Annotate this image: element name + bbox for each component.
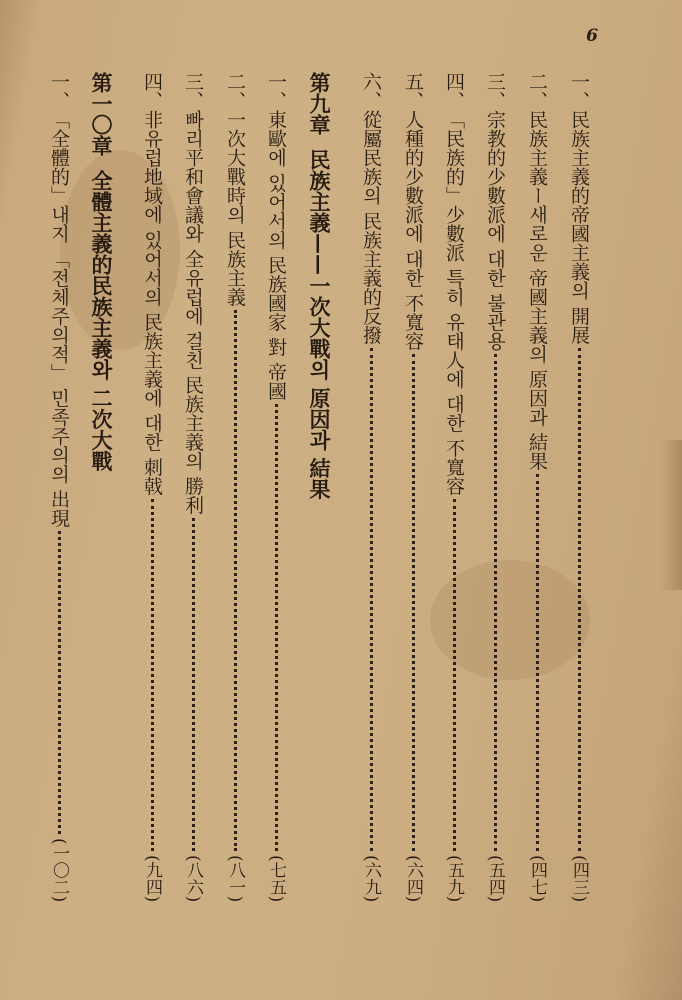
entry-number: 四、 [443,72,465,110]
entry-page-ref: (七五) [266,854,286,902]
dot-leader [151,499,154,851]
toc-entry [402,72,424,902]
page-number: 6 [586,26,598,46]
dot-leader [494,354,497,851]
toc-entry [526,72,548,902]
toc-entry [141,72,163,902]
entry-number: 四、 [141,72,163,110]
entry-number: 一、 [568,72,590,110]
dot-leader [234,310,237,851]
entry-title: 一次大戰時의 民族主義 [224,110,246,307]
toc-entry [265,72,287,902]
entry-number: 二、 [224,72,246,110]
dot-leader [453,499,456,851]
entry-number: 三、 [484,72,506,110]
chapter-heading [308,72,330,902]
toc-entry [360,72,382,902]
entry-title: 빠리平和會議와 全유럽에 걸친 民族主義의 勝利 [182,110,204,515]
dot-leader [412,354,415,851]
entry-number: 五、 [402,72,424,110]
chapter-title: 民族主義——一次大戰의 原因과 結果 [307,149,332,500]
entry-page-ref: (四七) [527,854,547,902]
entry-title: 宗教的少數派에 대한 불관용 [484,110,506,351]
dot-leader [275,404,278,851]
entry-title: 「全體的」내지 「전체주의적」 민족주의의 出現 [48,110,70,528]
entry-title: 東歐에 있어서의 民族國家 對 帝國 [265,110,287,401]
dot-leader [370,348,373,851]
entry-title: 民族主義的帝國主義의 開展 [568,110,590,345]
dot-leader [58,531,61,834]
toc-entry [568,72,590,902]
entry-page-ref: (五四) [485,854,505,902]
toc-entry [224,72,246,902]
entry-page-ref: (一〇二) [49,837,69,902]
toc-entry [443,72,465,902]
chapter-title: 全體主義的民族主義와 二次大戰 [89,170,114,472]
entry-number: 一、 [265,72,287,110]
entry-page-ref: (六九) [361,854,381,902]
entry-title: 民族主義ー새로운 帝國主義의 原因과 結果 [526,110,548,471]
entry-page-ref: (五九) [444,854,464,902]
entry-number: 一、 [48,72,70,110]
entry-page-ref: (八一) [225,854,245,902]
dot-leader [192,518,195,851]
entry-number: 六、 [360,72,382,110]
entry-number: 二、 [526,72,548,110]
chapter-heading [90,72,112,902]
toc-entry [48,72,70,902]
dot-leader [578,348,581,851]
toc-entry [182,72,204,902]
entry-page-ref: (八六) [183,854,203,902]
dot-leader [536,474,539,851]
entry-page-ref: (九四) [142,854,162,902]
chapter-number: 第一〇章 [89,72,114,156]
toc-entry [484,72,506,902]
chapter-number: 第九章 [307,72,332,135]
entry-number: 三、 [182,72,204,110]
entry-page-ref: (四三) [569,854,589,902]
entry-page-ref: (六四) [403,854,423,902]
entry-title: 從屬民族의 民族主義的反撥 [360,110,382,345]
entry-title: 人種的少數派에 대한 不寬容 [402,110,424,351]
page-edge-wear [660,440,682,590]
entry-title: 「民族的」少數派 특히 유태人에 대한 不寬容 [443,110,465,496]
entry-title: 非유럽地域에 있어서의 民族主義에 대한 刺戟 [141,110,163,496]
